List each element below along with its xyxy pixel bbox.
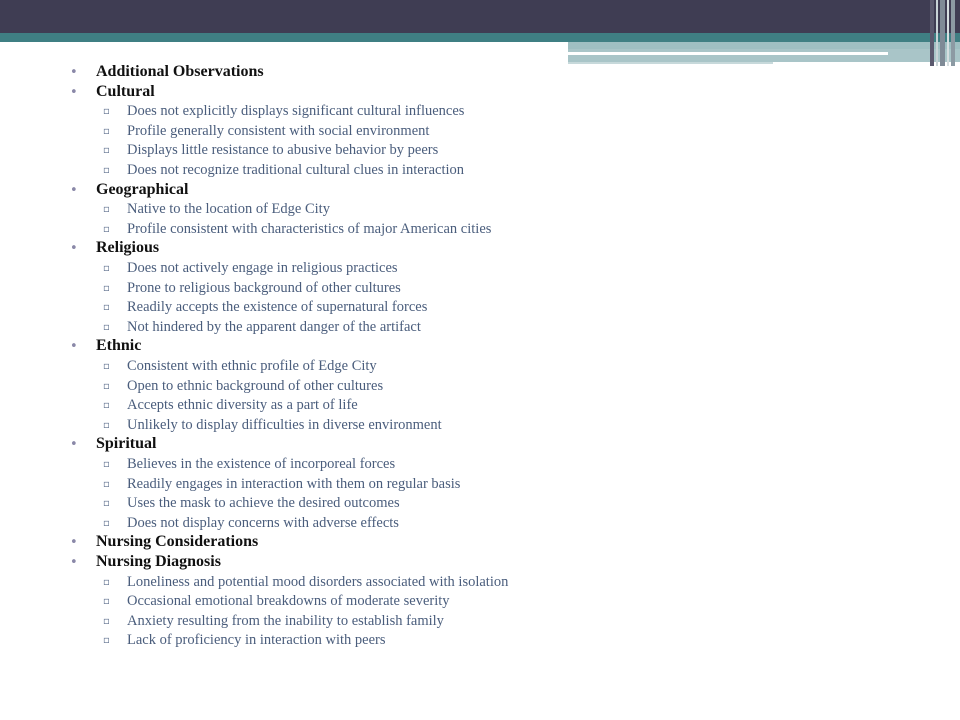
sub-bullet-icon: ▫ xyxy=(103,321,110,333)
heading-text: Additional Observations xyxy=(96,63,264,80)
item-text: Accepts ethnic diversity as a part of life xyxy=(127,397,358,414)
item-text: Does not display concerns with adverse effects xyxy=(127,514,399,531)
item-text: Does not explicitly displays significant cultural influences xyxy=(127,103,465,120)
item-text: Does not actively engage in religious practices xyxy=(127,260,398,276)
sub-bullet-icon: ▫ xyxy=(103,615,110,627)
item-text: Lack of proficiency in interaction with peers xyxy=(127,632,386,649)
sub-bullet-icon: ▫ xyxy=(103,380,110,392)
sub-bullet-icon: ▫ xyxy=(103,263,110,274)
sub-bullet-icon: ▫ xyxy=(103,596,110,608)
heading-text: Cultural xyxy=(96,82,155,100)
sub-bullet-icon: ▫ xyxy=(103,282,110,294)
sub-bullet-icon: ▫ xyxy=(103,106,110,118)
bullet-icon: • xyxy=(70,555,78,570)
heading-text: Nursing Diagnosis xyxy=(96,553,221,570)
sub-bullet-icon: ▫ xyxy=(103,419,110,431)
item-text: Does not recognize traditional cultural clues in interaction xyxy=(127,162,465,178)
bullet-icon: • xyxy=(70,65,78,80)
heading-text: Geographical xyxy=(96,180,189,198)
sub-bullet-icon: ▫ xyxy=(103,125,110,137)
sub-bullet-icon: ▫ xyxy=(103,361,110,372)
bullet-icon: • xyxy=(70,437,78,453)
bullet-icon: • xyxy=(70,84,78,100)
item-text: Uses the mask to achieve the desired outcomes xyxy=(127,495,400,512)
sub-bullet-icon: ▫ xyxy=(103,478,110,490)
heading-text: Nursing Considerations xyxy=(96,533,259,551)
item-text: Not hindered by the apparent danger of the artifact xyxy=(127,318,421,335)
item-text: Native to the location of Edge City xyxy=(127,201,330,218)
item-text: Loneliness and potential mood disorders associated with isolation xyxy=(127,573,509,590)
sub-bullet-icon: ▫ xyxy=(103,302,110,314)
item-text: Occasional emotional breakdowns of moderate severity xyxy=(127,593,450,610)
sub-bullet-icon: ▫ xyxy=(103,517,110,529)
item-text: Readily accepts the existence of supernatural forces xyxy=(127,299,428,316)
bullet-icon: • xyxy=(70,241,78,257)
item-text: Prone to religious background of other cultures xyxy=(127,279,401,296)
sub-bullet-icon: ▫ xyxy=(103,459,110,470)
item-text: Profile consistent with characteristics of major American cities xyxy=(127,220,492,237)
item-text: Believes in the existence of incorporeal forces xyxy=(127,456,396,472)
sub-bullet-icon: ▫ xyxy=(103,576,110,588)
item-text: Open to ethnic background of other cultures xyxy=(127,377,384,394)
sub-bullet-icon: ▫ xyxy=(103,635,110,647)
item-text: Readily engages in interaction with them on regular basis xyxy=(127,475,461,492)
bullet-icon: • xyxy=(70,182,78,198)
heading-text: Religious xyxy=(96,239,160,257)
bullet-icon: • xyxy=(70,339,78,355)
item-text: Unlikely to display difficulties in diverse environment xyxy=(127,416,442,433)
sub-bullet-icon: ▫ xyxy=(103,165,110,176)
sub-bullet-icon: ▫ xyxy=(103,204,110,216)
sub-bullet-icon: ▫ xyxy=(103,223,110,235)
bullet-icon: • xyxy=(70,535,78,551)
sub-bullet-icon: ▫ xyxy=(103,145,110,157)
item-text: Consistent with ethnic profile of Edge City xyxy=(127,358,377,374)
item-text: Profile generally consistent with social environment xyxy=(127,122,430,139)
item-text: Displays little resistance to abusive behavior by peers xyxy=(127,142,439,159)
heading-text: Ethnic xyxy=(96,337,142,355)
heading-text: Spiritual xyxy=(96,435,157,453)
item-text: Anxiety resulting from the inability to establish family xyxy=(127,612,444,629)
sub-bullet-icon: ▫ xyxy=(103,400,110,412)
sub-bullet-icon: ▫ xyxy=(103,498,110,510)
